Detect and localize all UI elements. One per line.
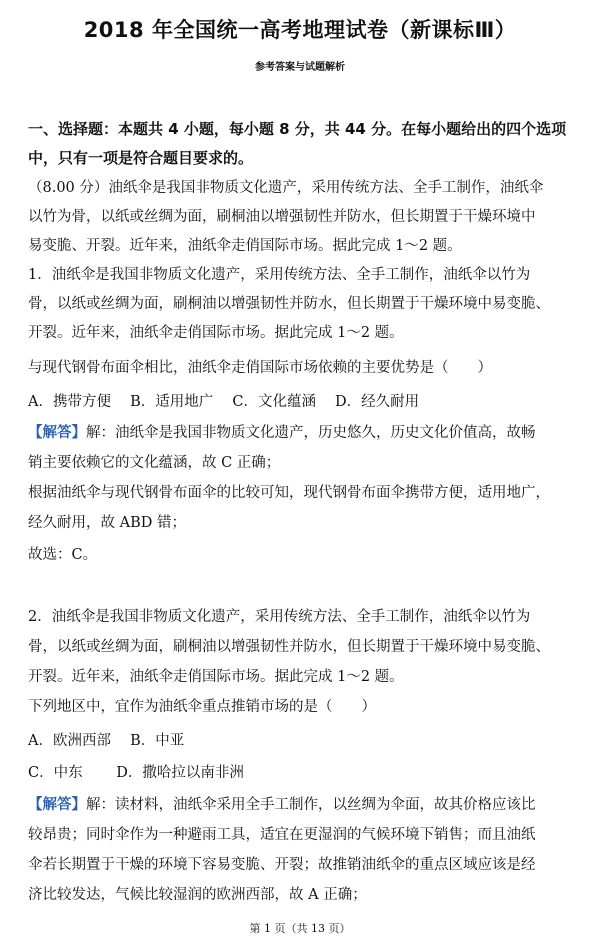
question-1-prompt: 与现代钢骨布面伞相比，油纸伞走俏国际市场依赖的主要优势是（ ） — [28, 360, 492, 376]
question-2-options: C．中东 D．撒哈拉以南非洲 — [28, 765, 244, 781]
page-footer: 第 1 页（共 13 页） — [249, 922, 351, 935]
question-1-choice: 故选：C。 — [28, 547, 98, 563]
question-2-stem: 2．油纸伞是我国非物质文化遗产，采用传统方法、全手工制作，油纸伞以竹为 — [28, 609, 531, 625]
question-1-stem: 骨，以纸或丝绸为面，刷桐油以增强韧性并防水，但长期置于干燥环境中易变脆、 — [28, 296, 550, 312]
document-title: 2018 年全国统一高考地理试卷（新课标Ⅲ） — [83, 18, 517, 42]
question-1-options: A．携带方便 B．适用地广 C．文化蕴涵 D．经久耐用 — [28, 394, 420, 410]
question-2-prompt: 下列地区中，宜作为油纸伞重点推销市场的是（ ） — [28, 699, 376, 715]
question-2-stem: 骨，以纸或丝绸为面，刷桐油以增强韧性并防水，但长期置于干燥环境中易变脆、 — [28, 639, 550, 655]
question-1-answer: 销主要依赖它的文化蕴涵，故 C 正确； — [28, 455, 281, 471]
section-heading: 中，只有一项是符合题目要求的。 — [28, 149, 254, 167]
question-1-stem: 1．油纸伞是我国非物质文化遗产，采用传统方法、全手工制作，油纸伞以竹为 — [28, 267, 531, 283]
question-2-stem: 开裂。近年来，油纸伞走俏国际市场。据此完成 1～2 题。 — [28, 669, 404, 685]
question-1-answer: 根据油纸伞与现代钢骨布面伞的比较可知，现代钢骨布面伞携带方便，适用地广， — [28, 485, 550, 501]
intro-text: 以竹为骨，以纸或丝绸为面，刷桐油以增强韧性并防水，但长期置于干燥环境中 — [28, 209, 536, 225]
question-2-options: A．欧洲西部 B．中亚 — [28, 733, 185, 749]
intro-text: 易变脆、开裂。近年来，油纸伞走俏国际市场。据此完成 1～2 题。 — [28, 238, 462, 254]
intro-text: （8.00 分）油纸伞是我国非物质文化遗产，采用传统方法、全手工制作，油纸伞 — [28, 180, 544, 196]
question-2-answer — [28, 795, 588, 815]
question-2-answer: 伞若长期置于干燥的环境下容易变脆、开裂；故推销油纸伞的重点区域应该是经 — [28, 857, 536, 873]
section-heading: 一、选择题：本题共 4 小题，每小题 8 分，共 44 分。在每小题给出的四个选项 — [28, 120, 567, 138]
question-1-answer: 经久耐用，故 ABD 错； — [28, 515, 186, 531]
document-subtitle: 参考答案与试题解析 — [255, 62, 345, 73]
question-2-answer: 济比较发达，气候比较湿润的欧洲西部，故 A 正确； — [28, 887, 367, 903]
question-1-stem: 开裂。近年来，油纸伞走俏国际市场。据此完成 1～2 题。 — [28, 325, 404, 341]
answer-tag: 【解答】 — [28, 796, 86, 813]
answer-tag: 【解答】 — [28, 424, 86, 441]
question-1-answer — [28, 423, 588, 443]
question-2-answer: 较昂贵；同时伞作为一种避雨工具，适宜在更湿润的气候环境下销售；而且油纸 — [28, 827, 536, 843]
answer-text: 解：读材料，油纸伞采用全手工制作，以丝绸为伞面，故其价格应该比 — [86, 797, 536, 813]
answer-text: 解：油纸伞是我国非物质文化遗产，历史悠久，历史文化价值高，故畅 — [86, 425, 536, 441]
